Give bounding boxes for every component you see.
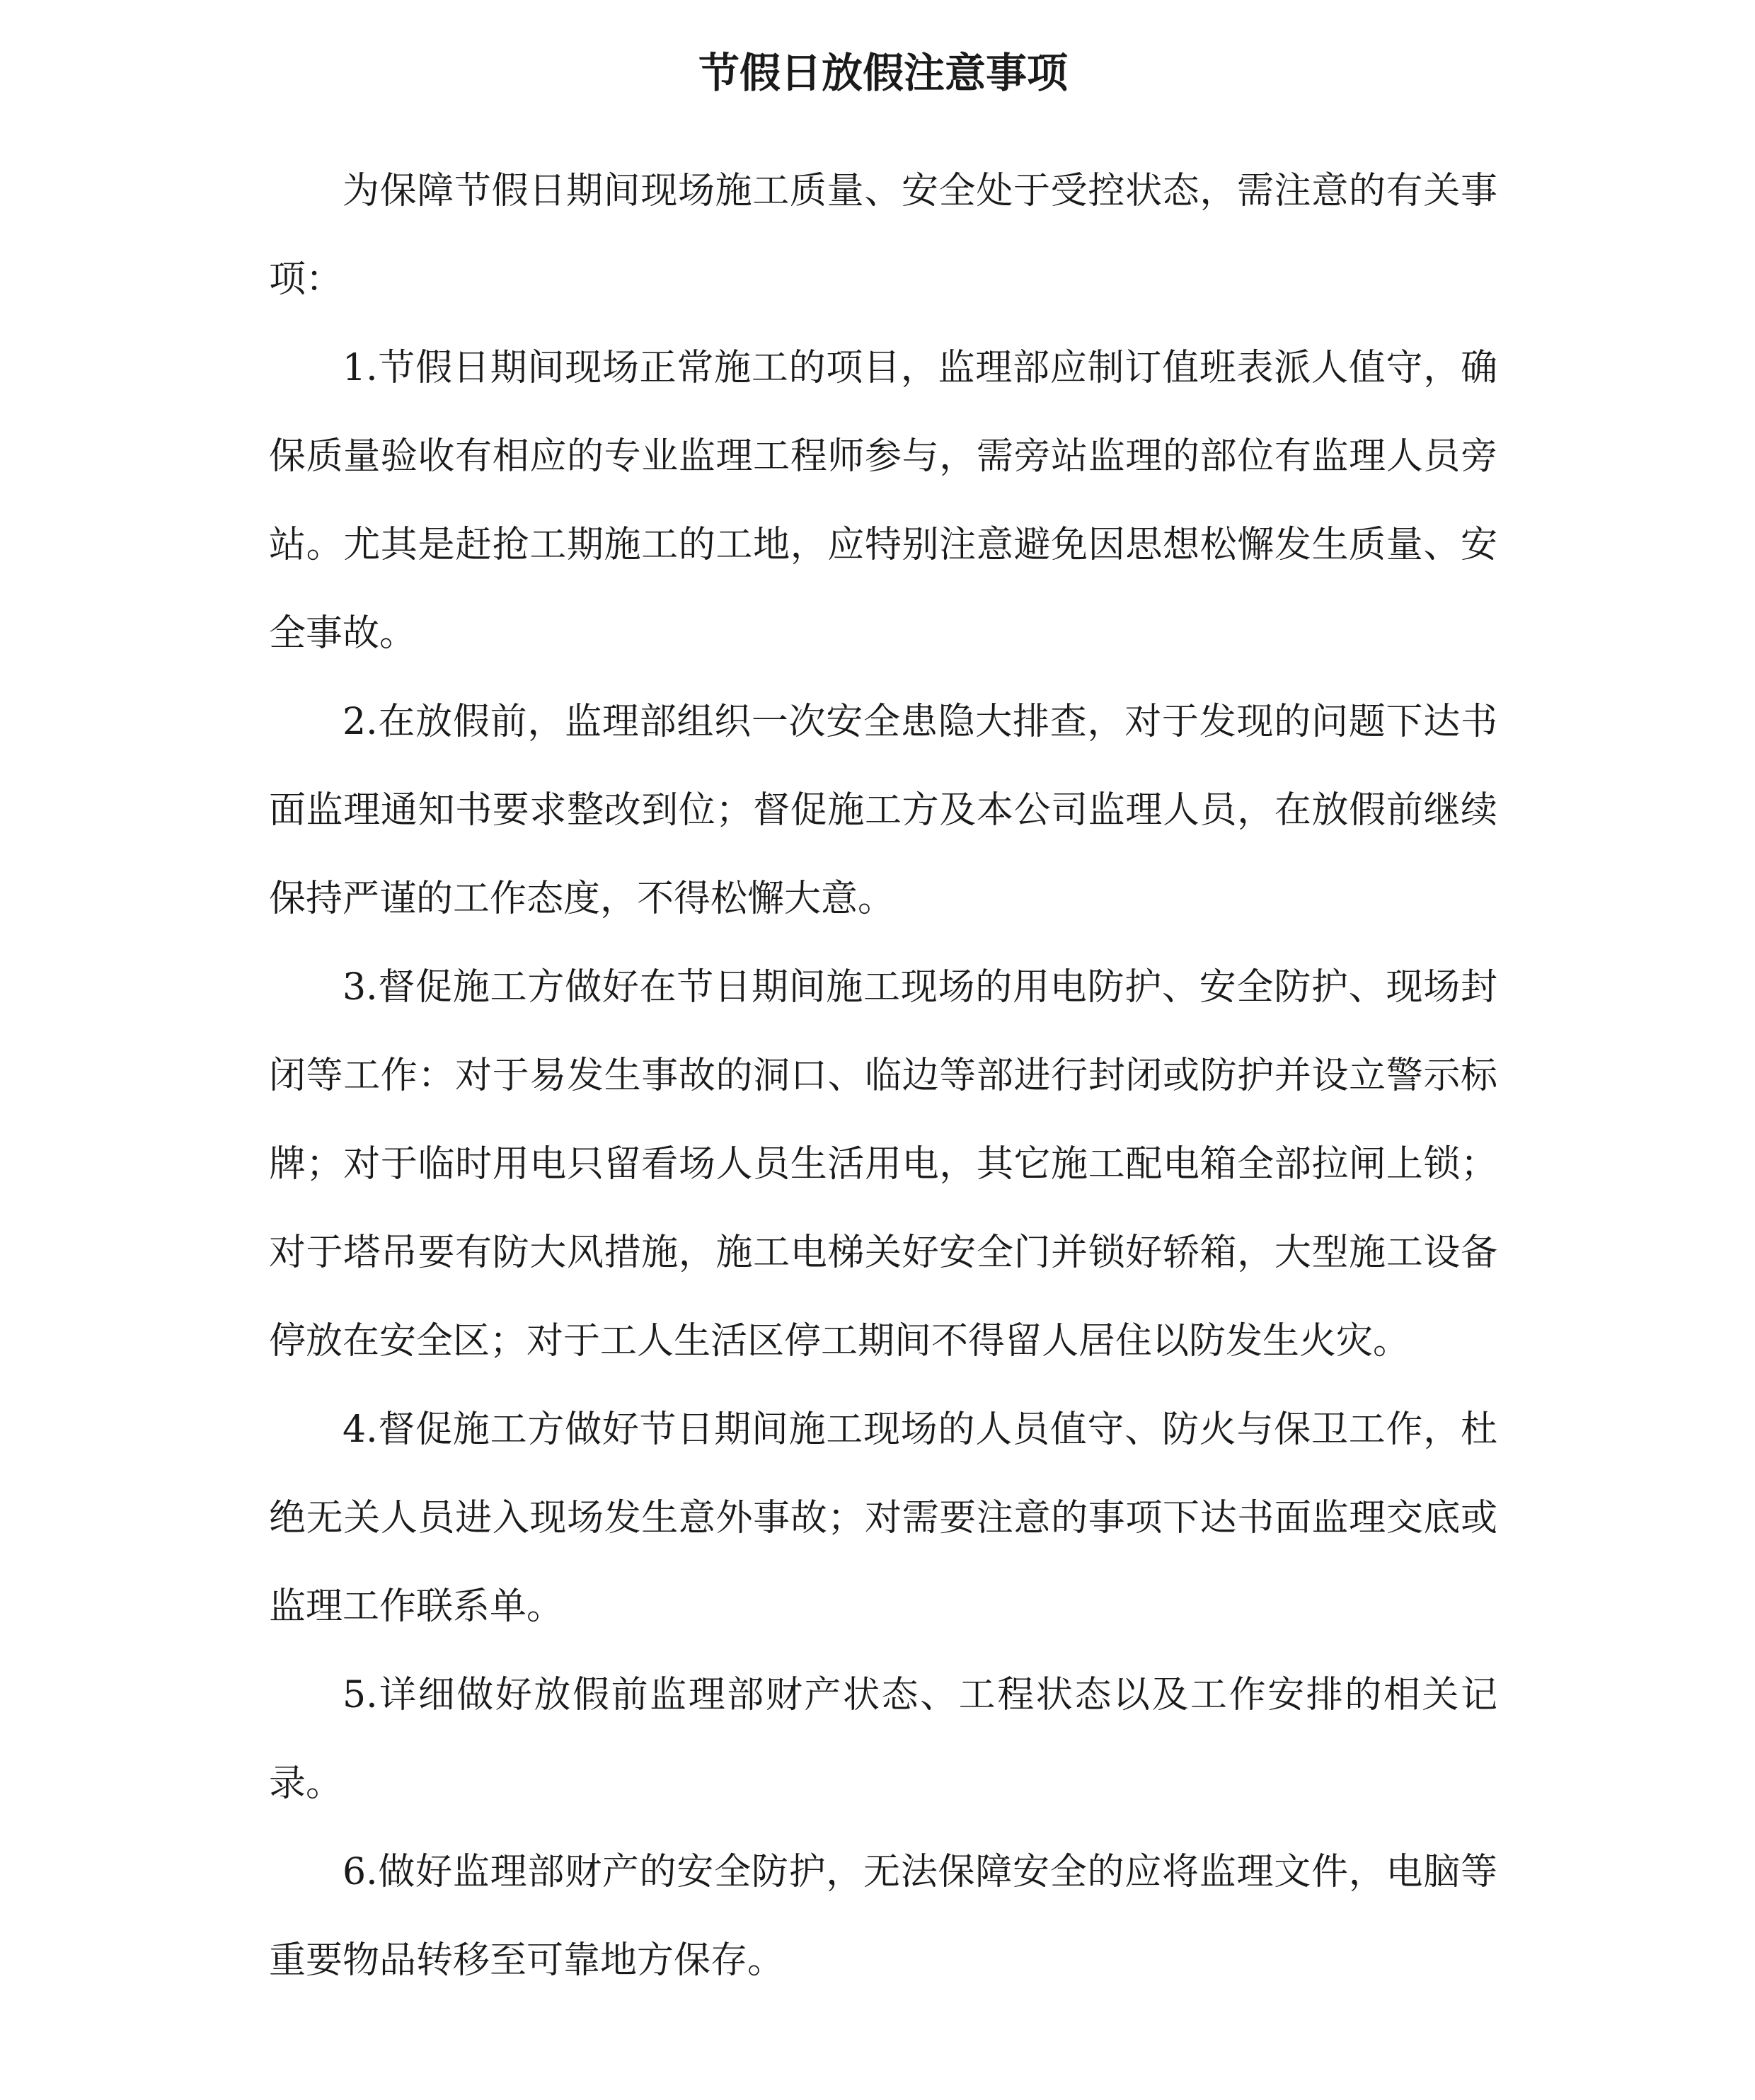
document-body: [269, 147, 1497, 2005]
item-paragraph-4: 4.督促施工方做好节日期间施工现场的人员值守、防火与保卫工作，杜绝无关人员进入现场发生意外事故；对需要注意的事项下达书面监理交底或监理工作联系单。: [269, 1408, 1497, 1628]
intro-paragraph: 为保障节假日期间现场施工质量、安全处于受控状态，需注意的有关事项：: [269, 170, 1497, 301]
item-paragraph-5: 5.详细做好放假前监理部财产状态、工程状态以及工作安排的相关记录。: [269, 1674, 1497, 1805]
item-paragraph-3: 3.督促施工方做好在节日期间施工现场的用电防护、安全防护、现场封闭等工作：对于易发生事故的洞口、临边等部进行封闭或防护并设立警示标牌；对于临时用电只留看场人员生活用电，其它施工配电箱全部拉闸上锁；对于塔吊要有防大风措施，施工电梯关好安全门并锁好轿箱，大型施工设备停放在安全区；对于工人生活区停工期间不得留人居住以防发生火灾。: [269, 966, 1497, 1362]
document-title: 节假日放假注意事项: [698, 49, 1068, 97]
item-paragraph-6: 6.做好监理部财产的安全防护，无法保障安全的应将监理文件，电脑等重要物品转移至可靠地方保存。: [269, 1851, 1497, 1982]
item-paragraph-1: 1.节假日期间现场正常施工的项目，监理部应制订值班表派人值守，确保质量验收有相应的专业监理工程师参与，需旁站监理的部位有监理人员旁站。尤其是赶抢工期施工的工地，应特别注意避免因思想松懈发生质量、安全事故。: [269, 347, 1497, 655]
item-paragraph-2: 2.在放假前，监理部组织一次安全患隐大排查，对于发现的问题下达书面监理通知书要求整改到位；督促施工方及本公司监理人员，在放假前继续保持严谨的工作态度，不得松懈大意。: [269, 701, 1497, 920]
